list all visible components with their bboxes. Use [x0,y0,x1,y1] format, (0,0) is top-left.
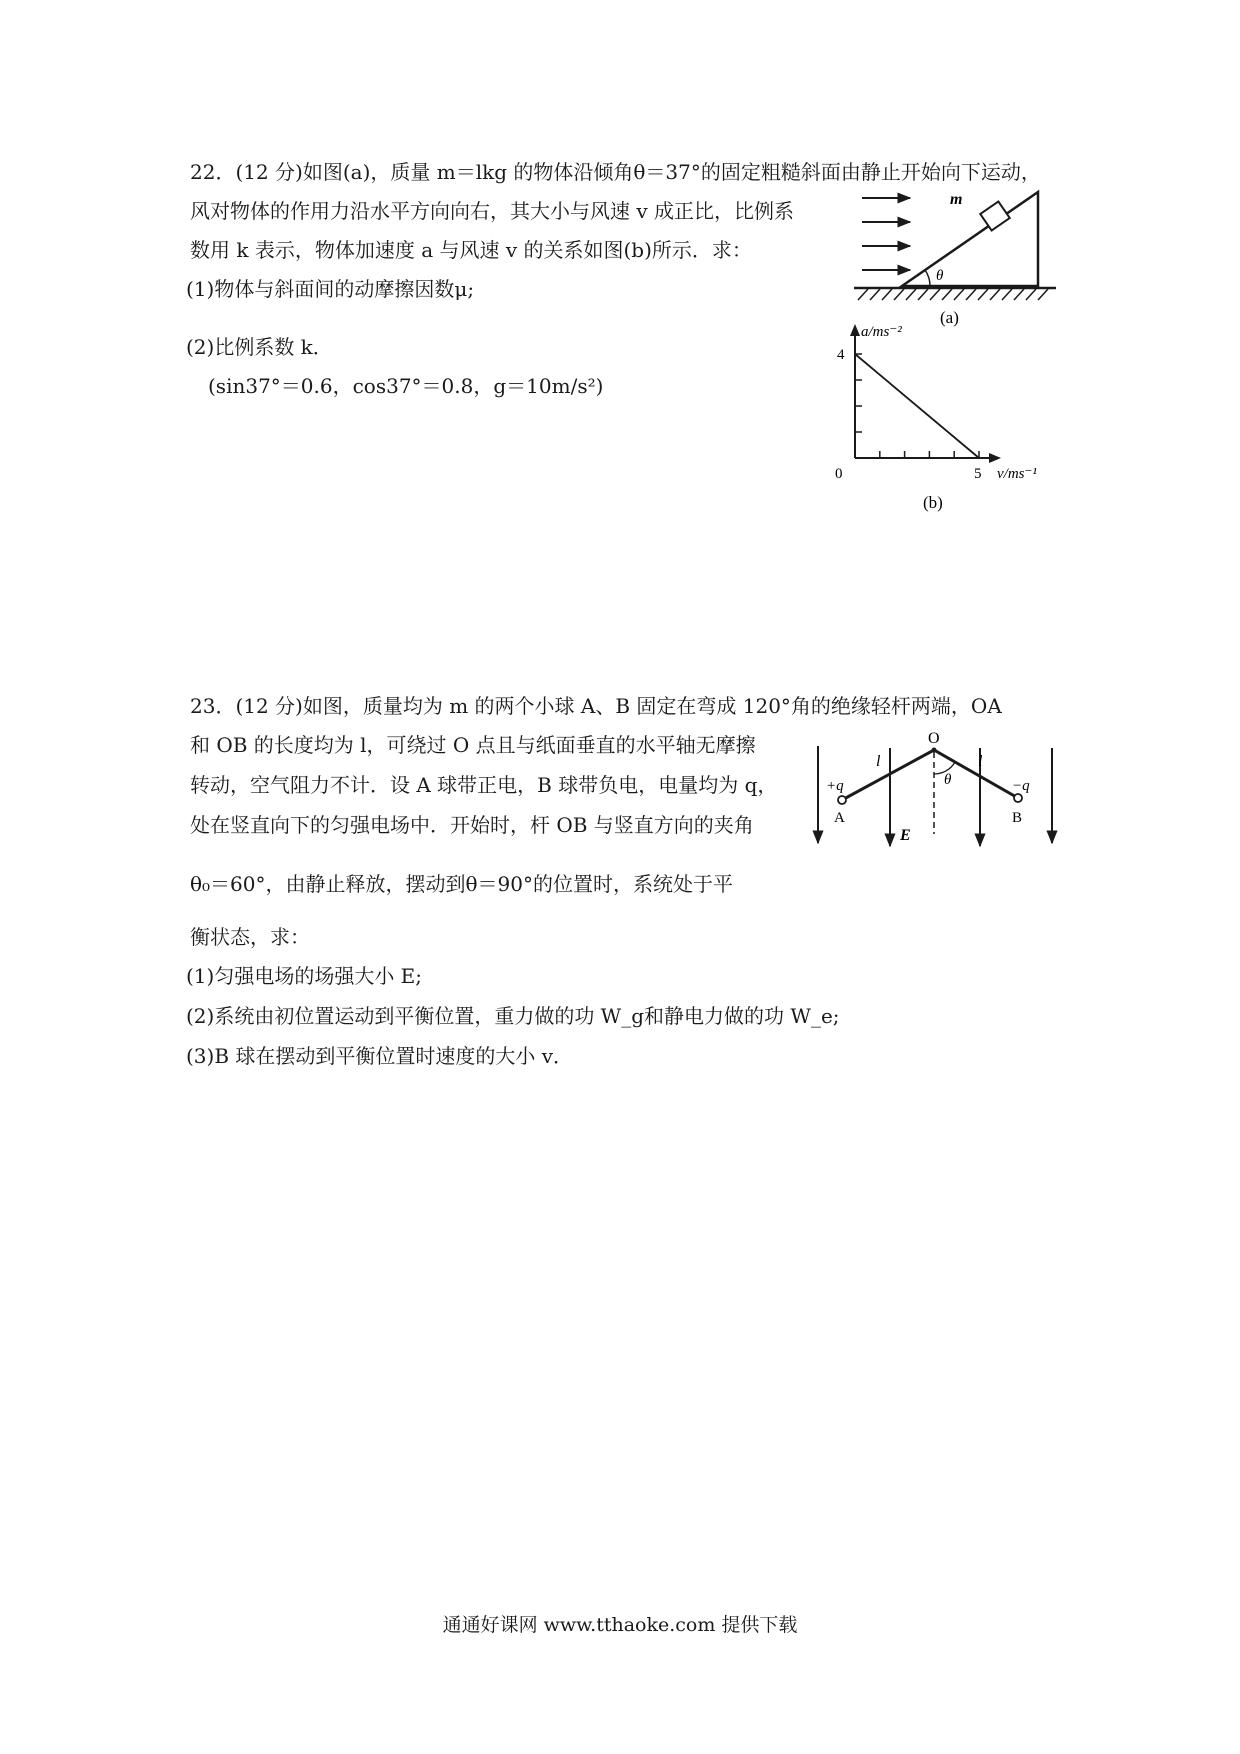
q22-line-3: 数用 k 表示，物体加速度 a 与风速 v 的关系如图(b)所示．求： [190,238,752,262]
footer-watermark: 通通好课网 www.tthaoke.com 提供下载 [442,1614,798,1636]
field-label: E [900,827,911,844]
x-axis-arrow [989,453,1001,463]
wind-arrows [862,198,910,270]
q23-line-4: 处在竖直向下的匀强电场中．开始时，杆 OB 与竖直方向的夹角 [190,813,754,837]
rod-label-right: l [978,753,983,770]
x-axis-label: v/ms⁻¹ [997,466,1037,482]
x-tick-label-5: 5 [974,466,982,482]
y-axis-label: a/ms⁻² [861,324,902,340]
q22-figure-b [825,320,1065,520]
q23-line-5: θ₀＝60°，由静止释放，摆动到θ＝90°的位置时，系统处于平 [190,872,733,896]
charge-b-label: −q [1012,778,1030,794]
angle-arc [925,270,930,286]
q22-line-4: (1)物体与斜面间的动摩擦因数μ; [186,277,475,301]
ground-hatch [858,289,1048,300]
q23-line-2: 和 OB 的长度均为 l，可绕过 O 点且与纸面垂直的水平轴无摩擦 [190,733,756,757]
block [980,202,1009,231]
ball-a-label: A [834,810,845,826]
pivot-o [932,748,937,753]
a-v-line [855,354,979,458]
ball-a [838,796,846,804]
q22-line-1: 22．(12 分)如图(a)，质量 m＝lkg 的物体沿倾角θ＝37°的固定粗糙斜面由静止开始向下运动， [190,160,1041,184]
origin-label: 0 [835,466,843,482]
q23-line-1: 23．(12 分)如图，质量均为 m 的两个小球 A、B 固定在弯成 120°角的绝缘轻杆两端，OA [190,694,1002,718]
q23-line-3: 转动，空气阻力不计．设 A 球带正电，B 球带负电，电量均为 q， [190,773,778,797]
q23-line-9: (3)B 球在摆动到平衡位置时速度的大小 v． [186,1044,574,1068]
incline-triangle [902,192,1038,286]
y-axis-arrow [850,324,860,336]
q22-line-5: (2)比例系数 k． [186,335,333,359]
q23-figure [810,728,1060,858]
ball-b [1014,794,1022,802]
q23-line-6: 衡状态，求： [190,925,310,949]
bent-rod [842,750,1018,800]
q22-figure-a [850,188,1060,328]
caption-a: (a) [940,308,959,327]
q23-line-7: (1)匀强电场的场强大小 E; [186,964,423,988]
q22-line-6: (sin37°＝0.6，cos37°＝0.8，g＝10m/s²) [208,374,604,398]
ball-b-label: B [1012,810,1023,826]
q23-line-8: (2)系统由初位置运动到平衡位置，重力做的功 W_g和静电力做的功 W_e; [186,1004,840,1028]
charge-a-label: +q [826,778,844,794]
pivot-label: O [928,730,940,747]
theta-label: θ [944,772,952,788]
rod-label-left: l [876,753,881,770]
y-tick-label-4: 4 [837,347,845,363]
mass-label: m [950,191,963,208]
caption-b: (b) [923,493,943,512]
q22-line-2: 风对物体的作用力沿水平方向向右，其大小与风速 v 成正比，比例系 [190,199,795,223]
angle-label: θ [936,268,944,284]
